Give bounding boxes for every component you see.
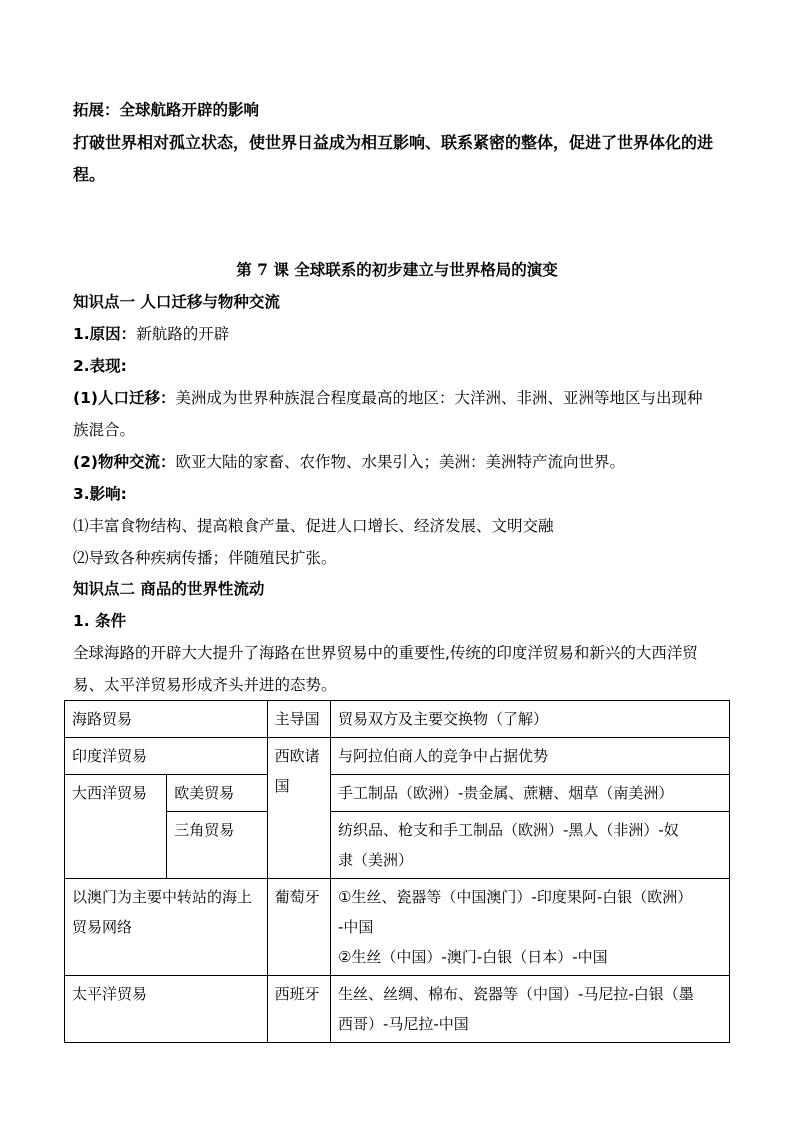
macau-goods2: ②生丝（中国）-澳门-白银（日本）-中国: [337, 948, 608, 966]
atlantic-sub2-goods-line2: 隶（美洲）: [337, 851, 413, 869]
atlantic-sub2-cell: 三角贸易: [167, 812, 267, 879]
atlantic-route-cell: 大西洋贸易: [65, 775, 167, 879]
table-header-route: 海路贸易: [65, 701, 268, 738]
table-header-country: 主导国: [267, 701, 330, 738]
pacific-goods-line1: 生丝、丝绸、棉布、瓷器等（中国）-马尼拉-白银（墨: [337, 985, 694, 1003]
kp2-cond-label: 1. 条件: [73, 612, 127, 630]
macau-goods1-line1: ①生丝、瓷器等（中国澳门）-印度果阿-白银（欧洲）: [337, 888, 693, 906]
lesson-title: 第 7 课 全球联系的初步建立与世界格局的演变: [236, 260, 558, 279]
atlantic-sub2-goods-line1: 纺织品、枪支和手工制品（欧洲）-黑人（非洲）-奴: [337, 821, 679, 839]
kp1-cause: [73, 324, 733, 344]
macau-goods1-line2: -中国: [337, 918, 374, 936]
indian-goods-cell: 与阿拉伯商人的竞争中占据优势: [330, 738, 729, 775]
table-row: [65, 701, 730, 738]
kp1-cause-label: 1.原因：: [73, 325, 137, 343]
table-row: [65, 775, 730, 812]
table-row: [65, 976, 730, 1043]
kp1-item1-cont: 族混合。: [73, 421, 136, 439]
west-europe-line2: 国: [274, 777, 290, 795]
atlantic-sub1-cell: 欧美贸易: [167, 775, 267, 812]
indian-route-cell: 印度洋贸易: [65, 738, 268, 775]
west-europe-cell: [267, 738, 330, 879]
macau-country-cell: 葡萄牙: [267, 879, 330, 976]
kp1-item1-label: (1)人口迁移：: [73, 389, 176, 407]
kp1-item2: [73, 452, 733, 472]
extension-body-line2: 程。: [73, 165, 106, 184]
table-header-goods: 贸易双方及主要交换物（了解）: [330, 701, 729, 738]
kp1-cause-text: 新航路的开辟: [136, 325, 230, 343]
kp1-item1: [73, 388, 733, 408]
trade-table: [64, 700, 730, 1043]
kp1-item2-label: (2)物种交流：: [73, 453, 176, 471]
atlantic-sub2-goods: [330, 812, 729, 879]
kp1-manifest-label: 2.表现:: [73, 357, 127, 375]
pacific-route-cell: 太平洋贸易: [65, 976, 268, 1043]
table-row: [65, 879, 730, 976]
kp2-cond-line1: 全球海路的开辟大大提升了海路在世界贸易中的重要性,传统的印度洋贸易和新兴的大西洋贸: [73, 644, 698, 662]
kp1-effect2: ⑵导致各种疾病传播；伴随殖民扩张。: [73, 549, 337, 567]
pacific-goods-line2: 西哥）-马尼拉-中国: [337, 1015, 469, 1033]
macau-route-line2: 贸易网络: [72, 918, 133, 936]
extension-heading: 拓展：全球航路开辟的影响: [73, 100, 260, 119]
kp2-heading: 知识点二 商品的世界性流动: [73, 579, 265, 598]
kp1-heading: 知识点一 人口迁移与物种交流: [73, 292, 280, 311]
macau-goods-cell: [330, 879, 729, 976]
pacific-goods-cell: [330, 976, 729, 1043]
west-europe-line1: 西欧诸: [274, 747, 320, 765]
kp1-item2-text: 欧亚大陆的家畜、农作物、水果引入；美洲：美洲特产流向世界。: [175, 453, 625, 471]
macau-route-line1: 以澳门为主要中转站的海上: [72, 888, 253, 906]
kp2-cond-line2: 易、太平洋贸易形成齐头并进的态势。: [73, 676, 337, 694]
atlantic-sub1-goods: 手工制品（欧洲）-贵金属、蔗糖、烟草（南美洲）: [330, 775, 729, 812]
kp1-item1-text: 美洲成为世界种族混合程度最高的地区：大洋洲、非洲、亚洲等地区与出现种: [175, 389, 703, 407]
macau-route-cell: [65, 879, 268, 976]
kp1-effect-label: 3.影响:: [73, 485, 127, 503]
table-row: [65, 738, 730, 775]
kp1-effect1: ⑴丰富食物结构、提高粮食产量、促进人口增长、经济发展、文明交融: [73, 517, 554, 535]
extension-body-line1: 打破世界相对孤立状态，使世界日益成为相互影响、联系紧密的整体，促进了世界体化的进: [73, 133, 714, 152]
pacific-country-cell: 西班牙: [267, 976, 330, 1043]
